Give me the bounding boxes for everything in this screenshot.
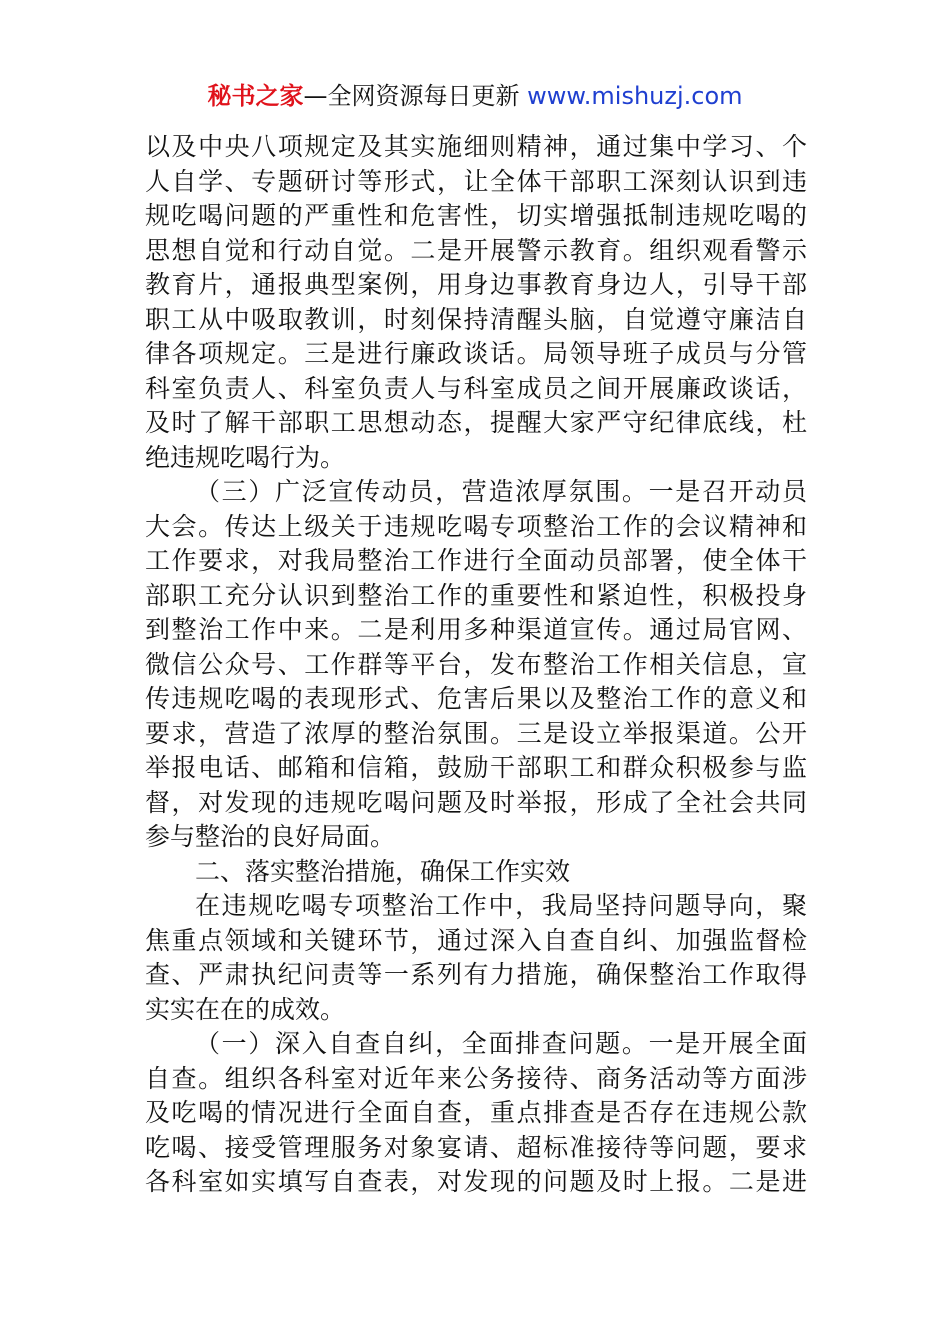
text-line: 各科室如实填写自查表，对发现的问题及时上报。二是进 xyxy=(145,1167,807,1196)
text-line: 职工从中吸取教训，时刻保持清醒头脑，自觉遵守廉洁自 xyxy=(145,304,807,334)
paragraph-heading-line: （三）广泛宣传动员，营造浓厚氛围。一是召开动员 xyxy=(195,477,807,506)
paragraph-heading-line: （一）深入自查自纠，全面排查问题。一是开展全面 xyxy=(195,1029,807,1058)
text-line: 到整治工作中来。二是利用多种渠道宣传。通过局官网、 xyxy=(145,615,807,644)
text-line: 举报电话、邮箱和信箱，鼓励干部职工和群众积极参与监 xyxy=(145,753,807,782)
text-line: 要求，营造了浓厚的整治氛围。三是设立举报渠道。公开 xyxy=(145,718,807,748)
text-line: 部职工充分认识到整治工作的重要性和紧迫性，积极投身 xyxy=(145,580,807,610)
text-line: 教育片，通报典型案例，用身边事教育身边人，引导干部 xyxy=(145,270,807,299)
text-line: 思想自觉和行动自觉。二是开展警示教育。组织观看警示 xyxy=(145,235,807,265)
document-body xyxy=(145,130,807,1200)
brand-name: 秘书之家 xyxy=(207,82,304,110)
text-line: 自查。组织各科室对近年来公务接待、商务活动等方面涉 xyxy=(145,1063,807,1093)
text-line: 查、严肃执纪问责等一系列有力措施，确保整治工作取得 xyxy=(145,960,807,989)
text-line: 焦重点领域和关键环节，通过深入自查自纠、加强监督检 xyxy=(145,925,807,955)
text-line: 传违规吃喝的表现形式、危害后果以及整治工作的意义和 xyxy=(145,684,807,713)
text-line: 绝违规吃喝行为。 xyxy=(145,442,346,472)
text-line: 及时了解干部职工思想动态，提醒大家严守纪律底线，杜 xyxy=(145,408,807,437)
text-line: 参与整治的良好局面。 xyxy=(145,822,396,851)
text-line: 大会。传达上级关于违规吃喝专项整治工作的会议精神和 xyxy=(145,511,807,541)
section-heading: 二、落实整治措施，确保工作实效 xyxy=(195,856,571,886)
text-line: 微信公众号、工作群等平台，发布整治工作相关信息，宣 xyxy=(145,649,807,679)
site-url-link[interactable]: www.mishuzj.com xyxy=(527,82,743,110)
text-line: 督，对发现的违规吃喝问题及时举报，形成了全社会共同 xyxy=(145,787,807,817)
text-line: 人自学、专题研讨等形式，让全体干部职工深刻认识到违 xyxy=(145,166,807,196)
site-header xyxy=(0,80,950,112)
text-line: 在违规吃喝专项整治工作中，我局坚持问题导向，聚 xyxy=(195,891,807,920)
text-line: 吃喝、接受管理服务对象宴请、超标准接待等问题，要求 xyxy=(145,1132,807,1162)
text-line: 及吃喝的情况进行全面自查，重点排查是否存在违规公款 xyxy=(145,1098,807,1127)
header-tagline: —全网资源每日更新 xyxy=(303,82,520,110)
text-line: 律各项规定。三是进行廉政谈话。局领导班子成员与分管 xyxy=(145,339,807,368)
text-line: 实实在在的成效。 xyxy=(145,994,346,1024)
text-line: 以及中央八项规定及其实施细则精神，通过集中学习、个 xyxy=(145,132,807,161)
text-line: 规吃喝问题的严重性和危害性，切实增强抵制违规吃喝的 xyxy=(145,201,807,230)
text-line: 工作要求，对我局整治工作进行全面动员部署，使全体干 xyxy=(145,546,807,575)
text-line: 科室负责人、科室负责人与科室成员之间开展廉政谈话， xyxy=(145,373,807,403)
